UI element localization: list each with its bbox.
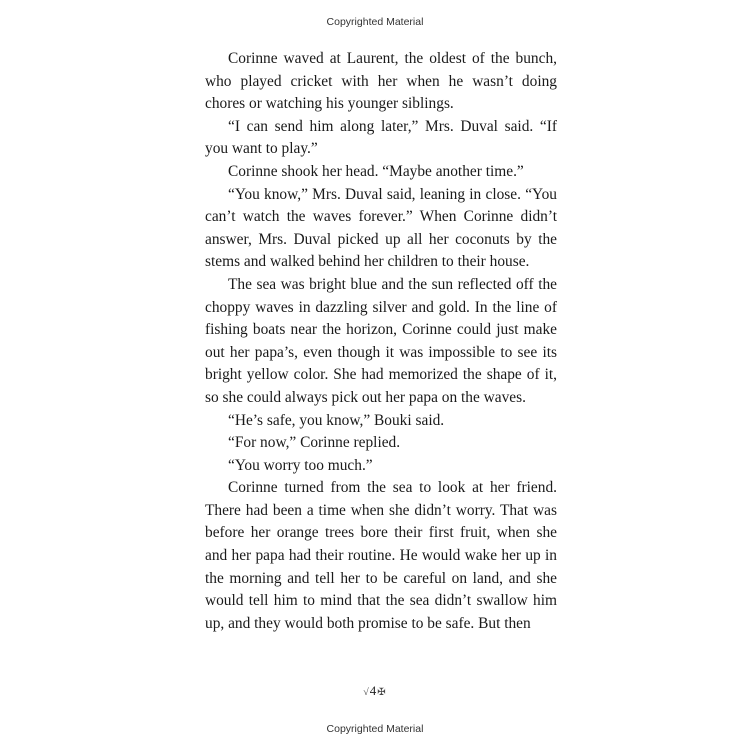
paragraph: “He’s safe, you know,” Bouki said. xyxy=(228,411,445,429)
right-ornament-icon: ✠ xyxy=(377,687,387,698)
paragraph: Corinne shook her head. “Maybe another time.” xyxy=(228,162,524,180)
paragraph: “I can send him along later,” Mrs. Duval said. “If you want to play.” xyxy=(205,117,557,158)
page-number xyxy=(0,683,750,699)
paragraph: “For now,” Corinne replied. xyxy=(228,434,401,452)
left-ornament-icon: √ xyxy=(363,687,370,698)
paragraph: Corinne turned from the sea to look at her friend. There had been a time when she didn’t worry. That was before her orange trees bore their first fruit, when she and her papa had their routine. He would wake her up in the morning and tell her to be careful on land, and she would tell him to mind that the sea didn’t swallow him up, and they would both promise to be safe. But then xyxy=(205,479,557,632)
paragraph: Corinne waved at Laurent, the oldest of the bunch, who played cricket with her when he wasn’t doing chores or watching his younger siblings. xyxy=(205,50,557,113)
copyright-header: Copyrighted Material xyxy=(326,16,424,28)
paragraph: “You worry too much.” xyxy=(228,456,373,474)
copyright-footer: Copyrighted Material xyxy=(326,723,424,735)
paragraph: The sea was bright blue and the sun reflected off the choppy waves in dazzling silver and gold. In the line of fishing boats near the horizon, Corinne could just make out her papa’s, even though it was impossible to see its bright yellow color. She had memorized the shape of it, so she could always pick out her papa on the waves. xyxy=(205,275,557,406)
paragraph: “You know,” Mrs. Duval said, leaning in close. “You can’t watch the waves forever.” When Corinne didn’t answer, Mrs. Duval picked up all her coconuts by the stems and walked behind her children to their house. xyxy=(205,185,557,271)
page-text xyxy=(205,48,557,635)
page-number-value: 4 xyxy=(369,683,378,698)
